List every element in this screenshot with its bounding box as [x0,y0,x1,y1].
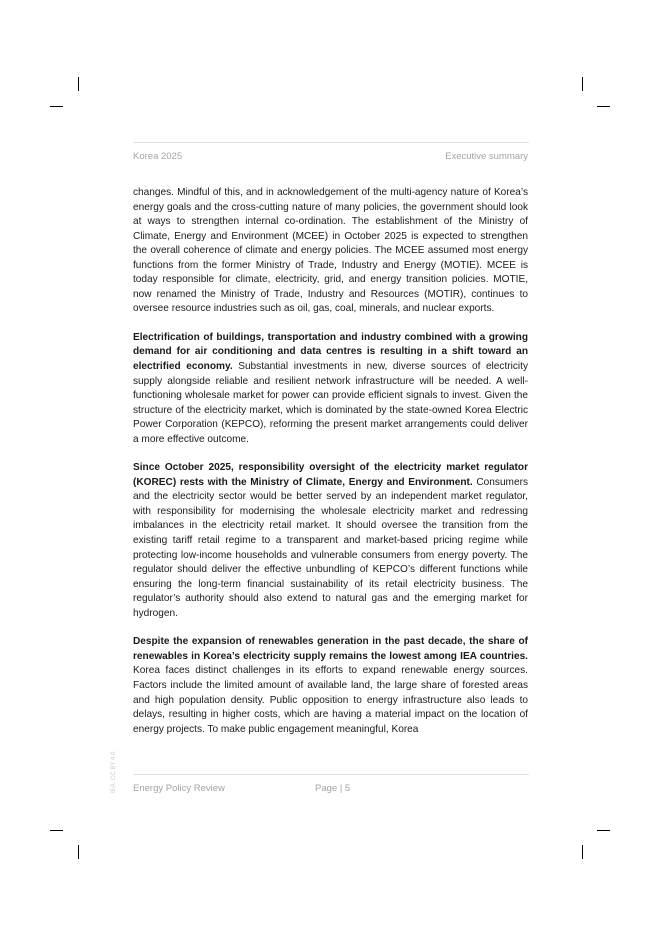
license-note: IEA. CC BY 4.0. [111,750,117,793]
paragraph [133,331,528,447]
crop-mark [50,106,63,107]
footer-rule [133,774,529,775]
crop-mark [78,77,79,91]
header-report-title: Korea 2025 [133,151,183,162]
paragraph-body: Substantial investments in new, diverse sources of electricity supply alongside reliable and resilient network infrastructure will be needed. A well-functioning wholesale market for power can provide efficient signals to invest. Given the structure of the electricity market, which is dominated by the state-owned Korea Electric Power Corporation (KEPCO), reforming the present market arrangements could deliver a more effective outcome. [133,361,529,445]
header-rule [133,142,529,143]
crop-mark [597,106,610,107]
footer-publication: Energy Policy Review [133,783,225,794]
crop-mark [50,830,63,831]
paragraph [133,186,528,317]
paragraph [133,461,528,621]
paragraph-body: Korea faces distinct challenges in its efforts to expand renewable energy sources. Factors include the limited amount of available land, the large share of forested areas and high population density. Public opposition to energy infrastructure also leads to delays, resulting in higher costs, which are having a material impact on the location of energy projects. To make public engagement meaningful, Korea [133,665,528,735]
paragraph-lead: Despite the expansion of renewables generation in the past decade, the share of renewables in Korea’s electricity supply remains the lowest among IEA countries. [133,636,528,662]
page-number: Page | 5 [315,783,351,794]
body-text [133,186,528,751]
paragraph [133,635,528,737]
paragraph-body: changes. Mindful of this, and in acknowledgement of the multi-agency nature of Korea’s energy goals and the cross-cutting nature of many policies, the government should look at ways to strengthen internal co-ordination. The establishment of the Ministry of Climate, Energy and Environment (MCEE) in October 2025 is expected to strengthen the overall coherence of climate and energy policies. The MCEE assumed most energy functions from the former Ministry of Trade, Industry and Energy (MOTIE). MCEE is today responsible for climate, electricity, grid, and energy transition policies. MOTIE, now renamed the Ministry of Trade, Industry and Resources (MOTIR), continues to oversee resource industries such as oil, gas, coal, minerals, and nuclear exports. [133,187,528,315]
paragraph-body: Consumers and the electricity sector would be better served by an independent market regulator, with responsibility for modernising the wholesale electricity market and redressing imbalances in the electricity retail market. It should oversee the transition from the existing tariff retail regime to a transparent and market-based pricing regime while protecting low-income households and vulnerable consumers from energy poverty. The regulator should deliver the effective unbundling of KEPCO’s different functions while ensuring the long-term financial sustainability of its retail electricity business. The regulator’s authority should also extend to natural gas and the emerging market for hydrogen. [133,476,528,619]
crop-mark [582,845,583,859]
header-section-title: Executive summary [445,151,528,162]
paragraph-lead: Since October 2025, responsibility oversight of the electricity market regulator (KOREC) rests with the Ministry of Climate, Energy and Environment. [133,462,528,488]
crop-mark [597,830,610,831]
crop-mark [78,845,79,859]
paragraph-lead: Electrification of buildings, transportation and industry combined with a growing demand for air conditioning and data centres is resulting in a shift toward an electrified economy. [133,331,528,373]
crop-mark [582,77,583,91]
